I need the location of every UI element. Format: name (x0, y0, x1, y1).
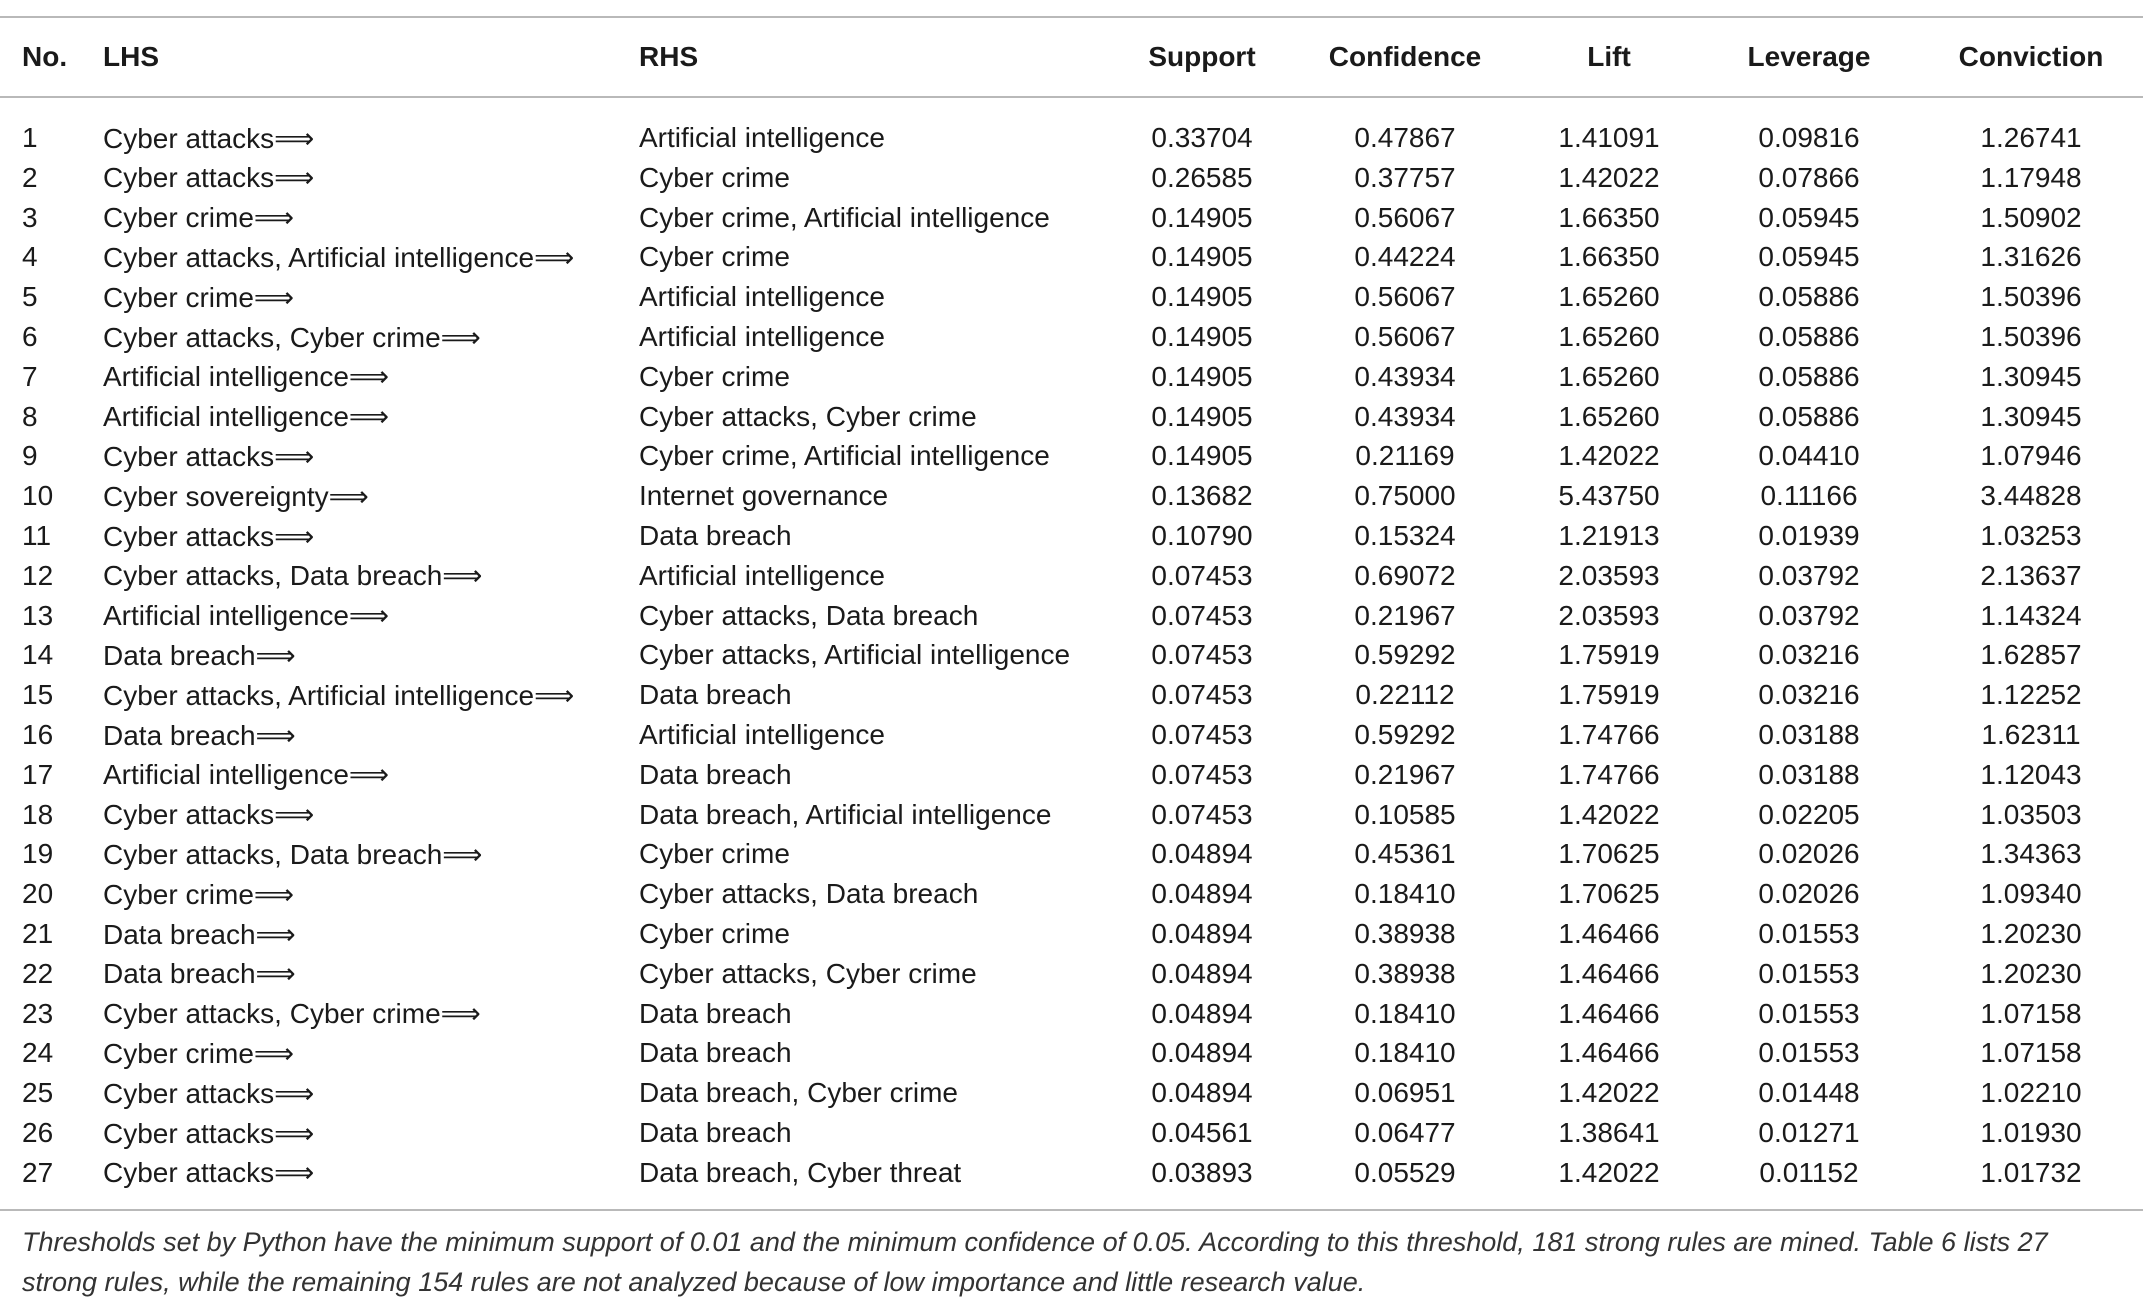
rule-confidence: 0.37757 (1354, 161, 1456, 193)
rule-leverage: 0.07866 (1758, 161, 1860, 193)
rule-leverage: 0.05945 (1758, 201, 1860, 233)
rule-support: 0.07453 (1151, 798, 1253, 830)
rule-leverage: 0.05886 (1758, 400, 1860, 432)
table-row (0, 715, 2143, 755)
rule-leverage: 0.01152 (1759, 1156, 1859, 1188)
header-no: No. (22, 41, 68, 72)
rule-number: 22 (22, 957, 54, 989)
table-row (0, 755, 2143, 795)
table-row (0, 1034, 2143, 1074)
rule-lhs: Cyber attacks⟹ (103, 1117, 315, 1149)
rule-lhs: Artificial intelligence⟹ (103, 401, 390, 433)
header-lhs: LHS (103, 41, 159, 72)
rule-rhs: Cyber attacks, Artificial intelligence (639, 639, 1071, 671)
header-support: Support (1148, 41, 1256, 72)
table-row (0, 835, 2143, 875)
rule-lhs: Cyber attacks, Artificial intelligence⟹ (103, 679, 575, 711)
rule-confidence: 0.22112 (1355, 679, 1455, 711)
rule-support: 0.07453 (1151, 559, 1253, 591)
rule-lift: 1.65260 (1558, 400, 1660, 432)
rule-leverage: 0.05886 (1758, 360, 1860, 392)
rule-number: 9 (22, 440, 38, 472)
rule-leverage: 0.01553 (1758, 957, 1860, 989)
rule-lift: 2.03593 (1558, 559, 1660, 591)
table-row (0, 516, 2143, 556)
table-row (0, 675, 2143, 715)
rule-confidence: 0.06477 (1354, 1117, 1456, 1149)
rule-confidence: 0.75000 (1354, 480, 1456, 512)
rule-lift: 1.42022 (1558, 440, 1660, 472)
rule-confidence: 0.21967 (1354, 758, 1456, 790)
header-rhs: RHS (639, 41, 699, 72)
table-row (0, 636, 2143, 676)
rule-lift: 1.46466 (1558, 918, 1660, 950)
rule-number: 19 (22, 838, 54, 870)
rule-support: 0.04894 (1151, 997, 1253, 1029)
rule-support: 0.14905 (1151, 201, 1253, 233)
rule-number: 4 (22, 241, 38, 273)
rule-lhs: Cyber attacks, Data breach⟹ (103, 560, 483, 592)
rule-confidence: 0.21967 (1354, 599, 1456, 631)
rule-rhs: Cyber attacks, Cyber crime (639, 400, 977, 432)
association-rules-table (0, 18, 2143, 1193)
rule-number: 7 (22, 360, 38, 392)
rule-lift: 1.42022 (1558, 161, 1660, 193)
rule-lift: 1.65260 (1558, 281, 1660, 313)
rule-leverage: 0.01553 (1758, 918, 1860, 950)
rule-lift: 1.41091 (1558, 122, 1660, 153)
rule-support: 0.13682 (1151, 480, 1253, 512)
rule-lhs: Cyber attacks, Artificial intelligence⟹ (103, 241, 575, 273)
rule-rhs: Data breach (639, 1117, 792, 1149)
rule-lhs: Artificial intelligence⟹ (103, 759, 390, 791)
rule-rhs: Cyber attacks, Cyber crime (639, 957, 977, 989)
header-lift: Lift (1587, 41, 1631, 72)
rule-conviction: 1.31626 (1980, 241, 2082, 273)
rule-conviction: 1.12043 (1980, 758, 2082, 790)
rule-lhs: Cyber attacks⟹ (103, 520, 315, 552)
rule-lift: 1.21913 (1558, 520, 1660, 552)
rule-support: 0.14905 (1151, 321, 1253, 353)
rule-confidence: 0.06951 (1354, 1077, 1456, 1109)
rule-conviction: 1.14324 (1980, 599, 2082, 631)
table-row (0, 914, 2143, 954)
rule-conviction: 1.50396 (1980, 321, 2082, 353)
rule-leverage: 0.11166 (1760, 480, 1858, 512)
rule-support: 0.04561 (1151, 1117, 1253, 1149)
rule-rhs: Data breach (639, 758, 792, 790)
rule-lhs: Cyber attacks⟹ (103, 1077, 315, 1109)
rule-lift: 1.74766 (1558, 719, 1660, 751)
rule-confidence: 0.05529 (1354, 1156, 1456, 1188)
rule-lift: 1.70625 (1558, 878, 1660, 910)
rule-lhs: Cyber attacks⟹ (103, 122, 315, 154)
rule-number: 10 (22, 480, 54, 512)
rule-rhs: Artificial intelligence (639, 321, 885, 353)
rule-conviction: 1.50396 (1980, 281, 2082, 313)
rule-lift: 1.42022 (1558, 1077, 1660, 1109)
rule-lhs: Cyber attacks, Cyber crime⟹ (103, 321, 481, 353)
rule-lhs: Cyber attacks⟹ (103, 1157, 315, 1189)
rule-leverage: 0.01448 (1758, 1077, 1860, 1109)
rule-confidence: 0.59292 (1354, 719, 1456, 751)
rule-number: 12 (22, 559, 54, 591)
rule-rhs: Data breach, Cyber threat (639, 1156, 962, 1188)
table-row (0, 198, 2143, 238)
rule-lhs: Cyber attacks⟹ (103, 162, 315, 194)
rule-conviction: 1.01930 (1980, 1117, 2082, 1149)
rule-confidence: 0.56067 (1354, 201, 1456, 233)
rule-support: 0.14905 (1151, 440, 1253, 472)
rule-conviction: 1.30945 (1980, 360, 2082, 392)
rule-lift: 1.42022 (1558, 1156, 1660, 1188)
rule-leverage: 0.02205 (1758, 798, 1860, 830)
rule-rhs: Cyber crime (639, 838, 790, 870)
rule-lift: 1.66350 (1558, 201, 1660, 233)
rule-leverage: 0.05886 (1758, 321, 1860, 353)
rule-support: 0.07453 (1151, 639, 1253, 671)
rule-conviction: 1.01732 (1980, 1156, 2082, 1188)
rule-rhs: Cyber crime (639, 161, 790, 193)
rule-rhs: Cyber attacks, Data breach (639, 878, 979, 910)
rule-conviction: 1.07946 (1980, 440, 2082, 472)
rule-number: 25 (22, 1077, 54, 1109)
rule-support: 0.04894 (1151, 1077, 1253, 1109)
rule-number: 11 (22, 520, 52, 552)
rule-lift: 1.70625 (1558, 838, 1660, 870)
rule-lhs: Cyber attacks, Data breach⟹ (103, 838, 483, 870)
table-row (0, 795, 2143, 835)
rule-leverage: 0.01271 (1758, 1117, 1860, 1149)
rule-rhs: Cyber crime, Artificial intelligence (639, 440, 1050, 472)
rule-lhs: Data breach⟹ (103, 639, 296, 671)
rule-number: 23 (22, 997, 54, 1029)
rule-lift: 1.46466 (1558, 997, 1660, 1029)
rule-leverage: 0.03792 (1758, 599, 1860, 631)
table-row (0, 158, 2143, 198)
rule-rhs: Data breach (639, 520, 792, 552)
rule-conviction: 1.34363 (1980, 838, 2082, 870)
rule-leverage: 0.02026 (1758, 838, 1860, 870)
rule-confidence: 0.43934 (1354, 400, 1456, 432)
table-row (0, 954, 2143, 994)
rule-leverage: 0.03188 (1758, 758, 1860, 790)
rule-confidence: 0.43934 (1354, 360, 1456, 392)
rule-leverage: 0.01553 (1758, 997, 1860, 1029)
rule-conviction: 1.12252 (1980, 679, 2082, 711)
rule-confidence: 0.10585 (1354, 798, 1456, 830)
rule-number: 15 (22, 679, 54, 711)
rule-rhs: Cyber crime (639, 918, 790, 950)
table-row (0, 317, 2143, 357)
rule-conviction: 1.62311 (1981, 719, 2081, 751)
rule-support: 0.33704 (1151, 122, 1253, 153)
rule-conviction: 1.20230 (1980, 918, 2082, 950)
header-leverage: Leverage (1747, 41, 1871, 72)
rule-leverage: 0.05945 (1758, 241, 1860, 273)
rule-leverage: 0.02026 (1758, 878, 1860, 910)
rule-number: 18 (22, 798, 54, 830)
rule-confidence: 0.44224 (1354, 241, 1456, 273)
rule-number: 26 (22, 1117, 54, 1149)
rule-confidence: 0.56067 (1354, 281, 1456, 313)
rule-conviction: 1.02210 (1980, 1077, 2082, 1109)
header-conviction: Conviction (1958, 41, 2104, 72)
rule-lhs: Data breach⟹ (103, 918, 296, 950)
table-row (0, 277, 2143, 317)
rule-leverage: 0.01553 (1758, 1037, 1860, 1069)
table-bottom-rule (0, 1209, 2143, 1211)
rule-conviction: 3.44828 (1980, 480, 2082, 512)
rule-number: 16 (22, 719, 54, 751)
rule-support: 0.10790 (1151, 520, 1253, 552)
rule-support: 0.07453 (1151, 679, 1253, 711)
rule-lift: 1.42022 (1558, 798, 1660, 830)
rule-rhs: Internet governance (639, 480, 889, 512)
rule-number: 21 (22, 918, 54, 950)
rule-lhs: Cyber crime⟹ (103, 281, 295, 313)
rule-conviction: 1.62857 (1980, 639, 2082, 671)
rule-lhs: Cyber attacks⟹ (103, 440, 315, 472)
rule-lift: 1.74766 (1558, 758, 1660, 790)
rule-lift: 1.46466 (1558, 957, 1660, 989)
table-row (0, 994, 2143, 1034)
rule-support: 0.14905 (1151, 281, 1253, 313)
rule-leverage: 0.01939 (1758, 520, 1860, 552)
rule-lhs: Cyber crime⟹ (103, 878, 295, 910)
table-row (0, 556, 2143, 596)
rule-lift: 1.65260 (1558, 360, 1660, 392)
table-row (0, 357, 2143, 397)
table-row (0, 238, 2143, 278)
table-row (0, 1073, 2143, 1113)
rule-lhs: Cyber crime⟹ (103, 202, 295, 234)
rule-rhs: Data breach (639, 1037, 792, 1069)
rule-conviction: 1.03253 (1980, 520, 2082, 552)
table-row (0, 96, 2143, 158)
rule-conviction: 1.07158 (1980, 997, 2082, 1029)
table-body (0, 96, 2143, 1193)
rule-leverage: 0.03216 (1758, 639, 1860, 671)
rule-number: 8 (22, 400, 38, 432)
table-header-row (0, 18, 2143, 96)
rule-rhs: Cyber crime (639, 241, 790, 273)
rule-leverage: 0.03216 (1758, 679, 1860, 711)
rule-lhs: Cyber crime⟹ (103, 1037, 295, 1069)
table-footnote: Thresholds set by Python have the minimum support of 0.01 and the minimum confidence of 0.05. According to this threshold, 181 strong rules are mined. Table 6 lists 27 strong rules, while the remaining 154 rules are not analyzed because of low importance and little research value. (22, 1227, 2048, 1297)
rule-rhs: Artificial intelligence (639, 122, 885, 153)
rule-support: 0.04894 (1151, 1037, 1253, 1069)
rule-lift: 1.46466 (1558, 1037, 1660, 1069)
rule-rhs: Artificial intelligence (639, 559, 885, 591)
rule-support: 0.04894 (1151, 838, 1253, 870)
table-row (0, 476, 2143, 516)
rule-lift: 1.66350 (1558, 241, 1660, 273)
rule-conviction: 1.26741 (1980, 122, 2082, 153)
rule-number: 1 (22, 122, 38, 153)
table-row (0, 397, 2143, 437)
rule-leverage: 0.05886 (1758, 281, 1860, 313)
rule-support: 0.14905 (1151, 241, 1253, 273)
rule-support: 0.07453 (1151, 599, 1253, 631)
rule-support: 0.04894 (1151, 957, 1253, 989)
rule-number: 5 (22, 281, 38, 313)
rule-lift: 1.38641 (1558, 1117, 1660, 1149)
rule-confidence: 0.18410 (1354, 878, 1456, 910)
rule-number: 20 (22, 878, 54, 910)
table-row (0, 1113, 2143, 1153)
rule-lift: 1.75919 (1558, 639, 1660, 671)
rule-lhs: Data breach⟹ (103, 719, 296, 751)
rule-number: 24 (22, 1037, 54, 1069)
rule-rhs: Data breach (639, 997, 792, 1029)
rule-rhs: Data breach, Cyber crime (639, 1077, 959, 1109)
rule-lhs: Cyber attacks⟹ (103, 799, 315, 831)
rule-leverage: 0.04410 (1758, 440, 1860, 472)
rule-number: 17 (22, 758, 54, 790)
rule-number: 3 (22, 201, 38, 233)
rule-rhs: Cyber crime, Artificial intelligence (639, 201, 1050, 233)
rule-confidence: 0.45361 (1354, 838, 1456, 870)
rule-leverage: 0.03792 (1758, 559, 1860, 591)
rule-conviction: 1.20230 (1980, 957, 2082, 989)
rule-support: 0.07453 (1151, 719, 1253, 751)
rule-confidence: 0.15324 (1354, 520, 1456, 552)
rule-conviction: 1.07158 (1980, 1037, 2082, 1069)
rule-confidence: 0.69072 (1354, 559, 1456, 591)
rule-number: 27 (22, 1156, 54, 1188)
rule-confidence: 0.47867 (1354, 122, 1456, 153)
rule-confidence: 0.21169 (1355, 440, 1455, 472)
rule-lift: 1.75919 (1558, 679, 1660, 711)
rule-number: 14 (22, 639, 54, 671)
rule-conviction: 1.09340 (1980, 878, 2082, 910)
table-row (0, 437, 2143, 477)
rule-rhs: Cyber attacks, Data breach (639, 599, 979, 631)
rule-support: 0.14905 (1151, 360, 1253, 392)
rule-number: 6 (22, 321, 38, 353)
rule-conviction: 1.30945 (1980, 400, 2082, 432)
rule-conviction: 1.17948 (1980, 161, 2082, 193)
rule-lift: 5.43750 (1558, 480, 1660, 512)
table-row (0, 874, 2143, 914)
table-row (0, 1153, 2143, 1193)
rule-number: 2 (22, 161, 38, 193)
rule-conviction: 2.13637 (1980, 559, 2082, 591)
rule-support: 0.04894 (1151, 918, 1253, 950)
rule-lhs: Data breach⟹ (103, 958, 296, 990)
rule-confidence: 0.59292 (1354, 639, 1456, 671)
rule-confidence: 0.18410 (1354, 997, 1456, 1029)
header-confidence: Confidence (1328, 41, 1482, 72)
rule-lhs: Artificial intelligence⟹ (103, 361, 390, 393)
rule-conviction: 1.50902 (1980, 201, 2082, 233)
rule-lift: 1.65260 (1558, 321, 1660, 353)
rule-rhs: Data breach (639, 679, 792, 711)
rule-lhs: Cyber sovereignty⟹ (103, 480, 369, 512)
rule-leverage: 0.03188 (1758, 719, 1860, 751)
rule-lhs: Artificial intelligence⟹ (103, 600, 390, 632)
rule-lift: 2.03593 (1558, 599, 1660, 631)
rule-confidence: 0.38938 (1354, 918, 1456, 950)
rule-confidence: 0.18410 (1354, 1037, 1456, 1069)
rule-number: 13 (22, 599, 54, 631)
rule-lhs: Cyber attacks, Cyber crime⟹ (103, 998, 481, 1030)
rule-support: 0.07453 (1151, 758, 1253, 790)
rule-confidence: 0.56067 (1354, 321, 1456, 353)
rule-support: 0.14905 (1151, 400, 1253, 432)
rule-confidence: 0.38938 (1354, 957, 1456, 989)
rule-support: 0.26585 (1151, 161, 1253, 193)
rule-conviction: 1.03503 (1980, 798, 2082, 830)
rule-rhs: Data breach, Artificial intelligence (639, 798, 1052, 830)
table-row (0, 596, 2143, 636)
rule-support: 0.03893 (1151, 1156, 1253, 1188)
rule-leverage: 0.09816 (1758, 122, 1860, 153)
rule-rhs: Artificial intelligence (639, 719, 885, 751)
rule-support: 0.04894 (1151, 878, 1253, 910)
rule-rhs: Cyber crime (639, 360, 790, 392)
rule-rhs: Artificial intelligence (639, 281, 885, 313)
